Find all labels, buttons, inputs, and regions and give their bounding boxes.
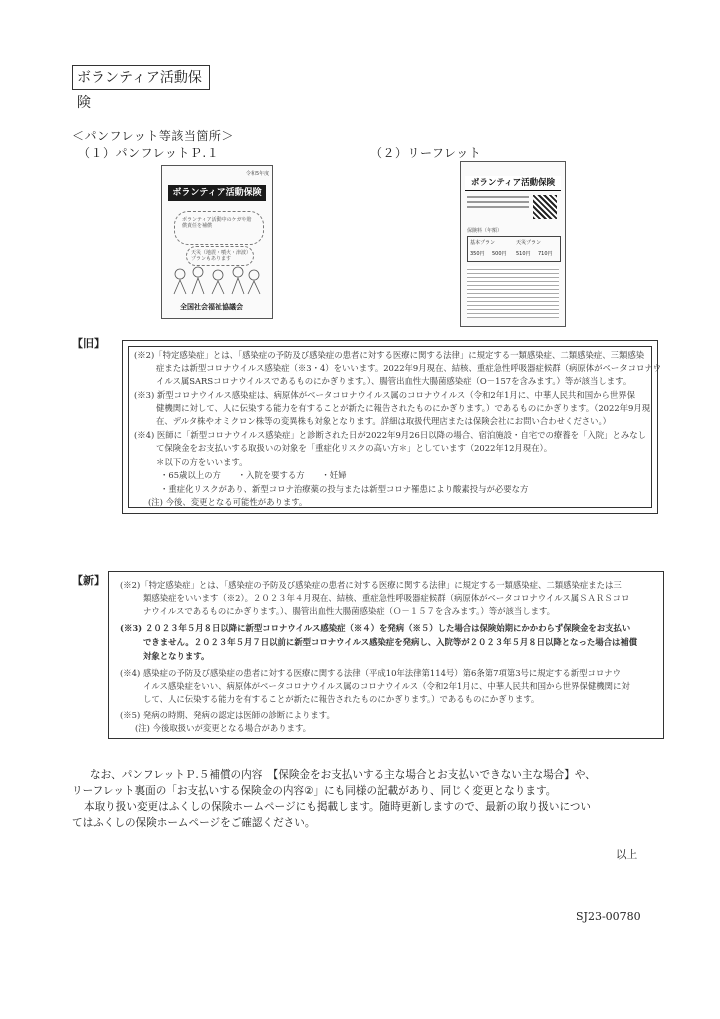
body-line-2: リーフレット裏面の「お支払いする保険金の内容②」にも同様の記載があり、同じく変更となります。 [72,785,557,797]
leaflet-title: ボランティア活動保険 [465,176,561,191]
document-title: ボランティア活動保険 [72,65,210,90]
new-note-caution: (注) 今後取扱いが変更となる場合があります。 [135,723,312,733]
new-note-2c: ナウイルスであるものにかぎります。）、腸管出血性大腸菌感染症（Ｏ－１５７を含みます。）等が該当します。 [143,606,556,616]
publisher: 全国社会福祉協議会 [180,303,243,311]
speech-bubble-small [186,246,254,266]
illustration [170,264,264,296]
pamphlet-cover-image [161,165,273,319]
old-note-4d: ・65歳以上の方 ・入院を要する方 ・妊婦 [160,470,347,480]
closing: 以上 [616,849,638,861]
old-note-4c: ＊以下の方をいいます。 [156,457,248,467]
fine-print-block [467,266,559,318]
pamphlet-year: 令和5年度 [246,171,270,177]
text-line [467,196,529,198]
price-cell: 510円 [516,251,531,257]
qr-code [533,195,557,219]
bubble-text-small: 天災（地震・噴火・津波）プランもあります [191,250,249,262]
body-line-3: 本取り扱い変更はふくしの保険ホームページにも掲載します。随時更新しますので、最新の取り扱いについ [84,801,592,813]
pamphlet-title: ボランティア活動保険 [168,185,266,201]
old-note-3c: 在、デルタ株やオミクロン株等の変異株も対象となります。詳細は取扱代理店または保険会社にお問い合わせください。） [156,416,611,426]
new-note-2b: 類感染症をいいます（※2）。２０２３年４月現在、結核、重症急性呼吸器症候群（病原体がベータコロナウイルス属ＳＡＲＳコロ [143,593,630,603]
old-note-2c: イルス属SARSコロナウイルスであるものにかぎります。）、腸管出血性大腸菌感染症（O－157を含みます。）等が該当します。 [156,376,632,386]
new-note-3b: できません。２０２３年５月７日以前に新型コロナウイルス感染症を発病し、入院等が２０２３年５月８日以降となった場合は補償 [143,637,638,647]
body-line-4: てはふくしの保険ホームページをご確認ください。 [72,817,316,829]
price-cell: 350円 [470,251,485,257]
text-line [467,201,529,203]
leaflet-section: 保険料（年額） [467,228,503,234]
new-note-4b: イルス感染症をいい、病原体がベータコロナウイルス属のコロナウイルス（令和2年1月に、中華人民共和国から世界保健機関に対 [143,681,630,691]
old-note-3a: (※3) 新型コロナウイルス感染症は、病原体がベータコロナウイルス属のコロナウイルス（令和2年1月に、中華人民共和国から世界保 [134,390,636,400]
new-note-4c: して、人に伝染する能力を有することが新たに報告されたものにかぎります。）であるものにかぎります。 [143,694,540,704]
price-cell: 500円 [492,251,507,257]
old-note-2a: (※2)「特定感染症」とは、「感染症の予防及び感染症の患者に対する医療に関する法律」に規定する一類感染症、二類感染症、三類感染 [134,350,645,360]
old-note-4a: (※4) 医師に「新型コロナウイルス感染症」と診断された日が2022年9月26日以降の場合、宿泊施設・自宅での療養を「入院」とみなし [134,430,646,440]
old-note-4b: て保険金をお支払いする取扱いの対象を「重症化リスクの高い方＊」としています（2022年12月現在）。 [156,443,553,453]
section-header: ＜パンフレット等該当箇所＞ [72,129,234,143]
new-note-2a: (※2)「特定感染症」とは、「感染症の予防及び感染症の患者に対する医療に関する法律」に規定する一類感染症、二類感染症または三 [120,580,622,590]
old-note-4e: ・重症化リスクがあり、新型コロナ治療薬の投与または新型コロナ罹患により酸素投与が必要な方 [160,484,529,494]
plan-label: 基本プラン [470,240,496,246]
price-cell: 710円 [538,251,553,257]
new-note-3c: 対象となります。 [143,651,210,661]
old-note-3b: 健機関に対して、人に伝染する能力を有することが新たに報告されたものにかぎります。）であるものにかぎります。（2022年9月現 [156,403,651,413]
new-note-3a: (※3) ２０２３年５月８日以降に新型コロナウイルス感染症（※４）を発病（※５）した場合は保険始期にかかわらず保険金をお支払い [120,623,631,633]
document-code: SJ23-00780 [576,910,641,923]
new-note-4a: (※4) 感染症の予防及び感染症の患者に対する医療に関する法律（平成10年法律第114号）第6条第7項第3号に規定する新型コロナウ [120,668,622,678]
old-note-2b: 症または新型コロナウイルス感染症（※3・4）をいいます。2022年9月現在、結核、重症急性呼吸器症候群（病原体がベータコロナウ [156,363,662,373]
body-line-1: なお、パンフレットＰ.５補償の内容 【保険金をお支払いする主な場合とお支払いできない主な場合】や、 [90,769,596,781]
leaflet-cover-image [460,161,566,327]
old-note-caution: (注) 今後、変更となる可能性があります。 [148,497,308,507]
speech-bubble [174,211,264,245]
old-label: 【旧】 [72,337,105,350]
text-line [467,206,529,208]
pamphlet-label: （１）パンフレットＰ.１ [78,146,220,160]
bubble-text: ボランティア活動中のケガや賠償責任を補償 [182,217,252,229]
new-label: 【新】 [72,574,105,587]
leaflet-label: （２）リーフレット [370,146,482,160]
price-table [467,236,561,262]
new-note-5a: (※5) 発病の時期、発病の認定は医師の診断によります。 [120,710,335,720]
plan-label: 天災プラン [516,240,542,246]
